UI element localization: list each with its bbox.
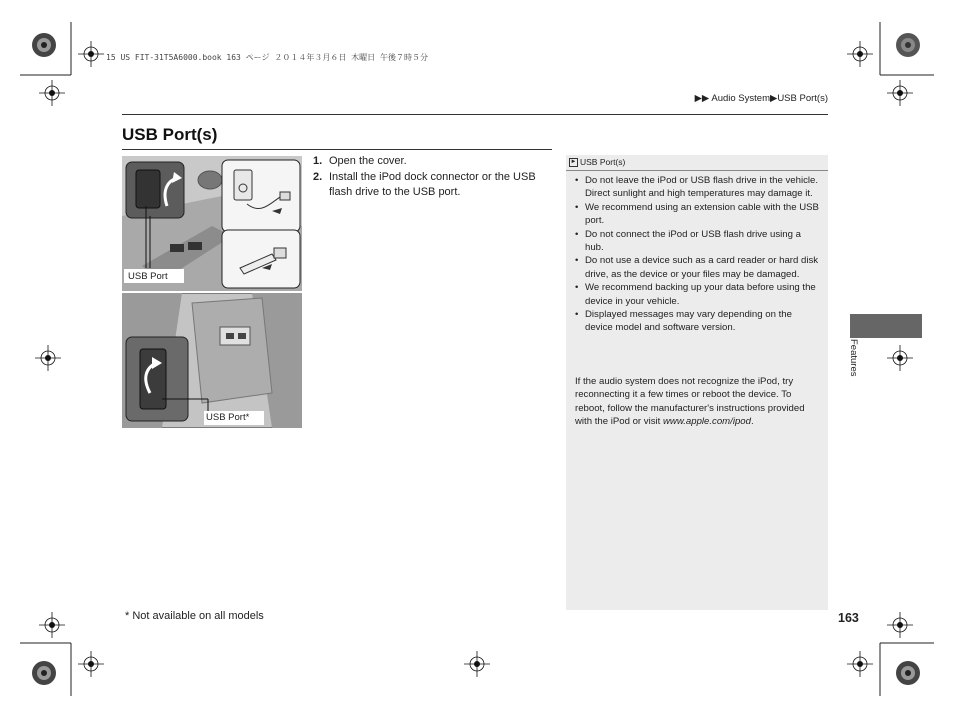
note-paragraph [575,375,820,429]
usb-port-label-top: USB Port [128,271,168,282]
note-bullet: • We recommend using an extension cable with the USB port. [575,201,820,228]
note-heading-text: USB Port(s) [580,157,626,167]
step-item [313,154,553,170]
chapter-tab-label [843,339,867,384]
header-rule [122,114,828,115]
note-heading [566,155,828,171]
note-bullet: • Do not use a device such as a card reader or hard disk drive, as the device or your files may be damaged. [575,254,820,281]
note-bullets [575,174,820,335]
step-item [313,170,553,201]
usb-port-label-bottom: USB Port* [206,412,250,423]
note-bullet: • Do not leave the iPod or USB flash drive in the vehicle. Direct sunlight and high temperatures may damage it. [575,174,820,201]
page-number: 163 [838,611,859,625]
note-bullet: • We recommend backing up your data before using the device in your vehicle. [575,281,820,308]
step-text: Install the iPod dock connector or the USB flash drive to the USB port. [329,170,536,198]
step-text: Open the cover. [329,155,407,167]
step-number: 2. [313,170,323,183]
page-title: USB Port(s) [122,125,218,144]
footnote: * Not available on all models [125,610,264,622]
double-triangle-icon: ▶▶ [694,93,710,104]
note-paragraph-text: If the audio system does not recognize the iPod, try reconnecting it a few times or reboot the device. To reboot, follow the manufacturer's instructions provided with the iPod or visit [575,376,805,428]
apple-link[interactable]: www.apple.com/ipod [662,416,751,428]
note-bullet: • Do not connect the iPod or USB flash drive using a hub. [575,228,820,255]
breadcrumb-item-audio-system[interactable]: Audio System [711,93,770,104]
title-rule [122,149,552,150]
chapter-tab[interactable] [850,314,922,338]
instruction-steps [313,154,553,201]
printer-info-line: 15 US FIT-31T5A6000.book 163 ページ ２０１４年３月６日 木曜日 午後７時５分 [106,53,428,62]
reference-arrow-icon: ► [570,159,577,166]
breadcrumb [600,93,828,104]
step-number: 1. [313,155,323,167]
note-bullet: • Displayed messages may vary depending on the device model and software version. [575,308,820,335]
triangle-icon: ▶ [770,93,778,104]
breadcrumb-item-usb-ports[interactable]: USB Port(s) [777,93,828,104]
usb-port-illustration-bottom [122,293,302,428]
chapter-tab-text: Features [848,339,859,377]
note-paragraph-end: . [750,416,754,428]
note-box [566,155,828,610]
